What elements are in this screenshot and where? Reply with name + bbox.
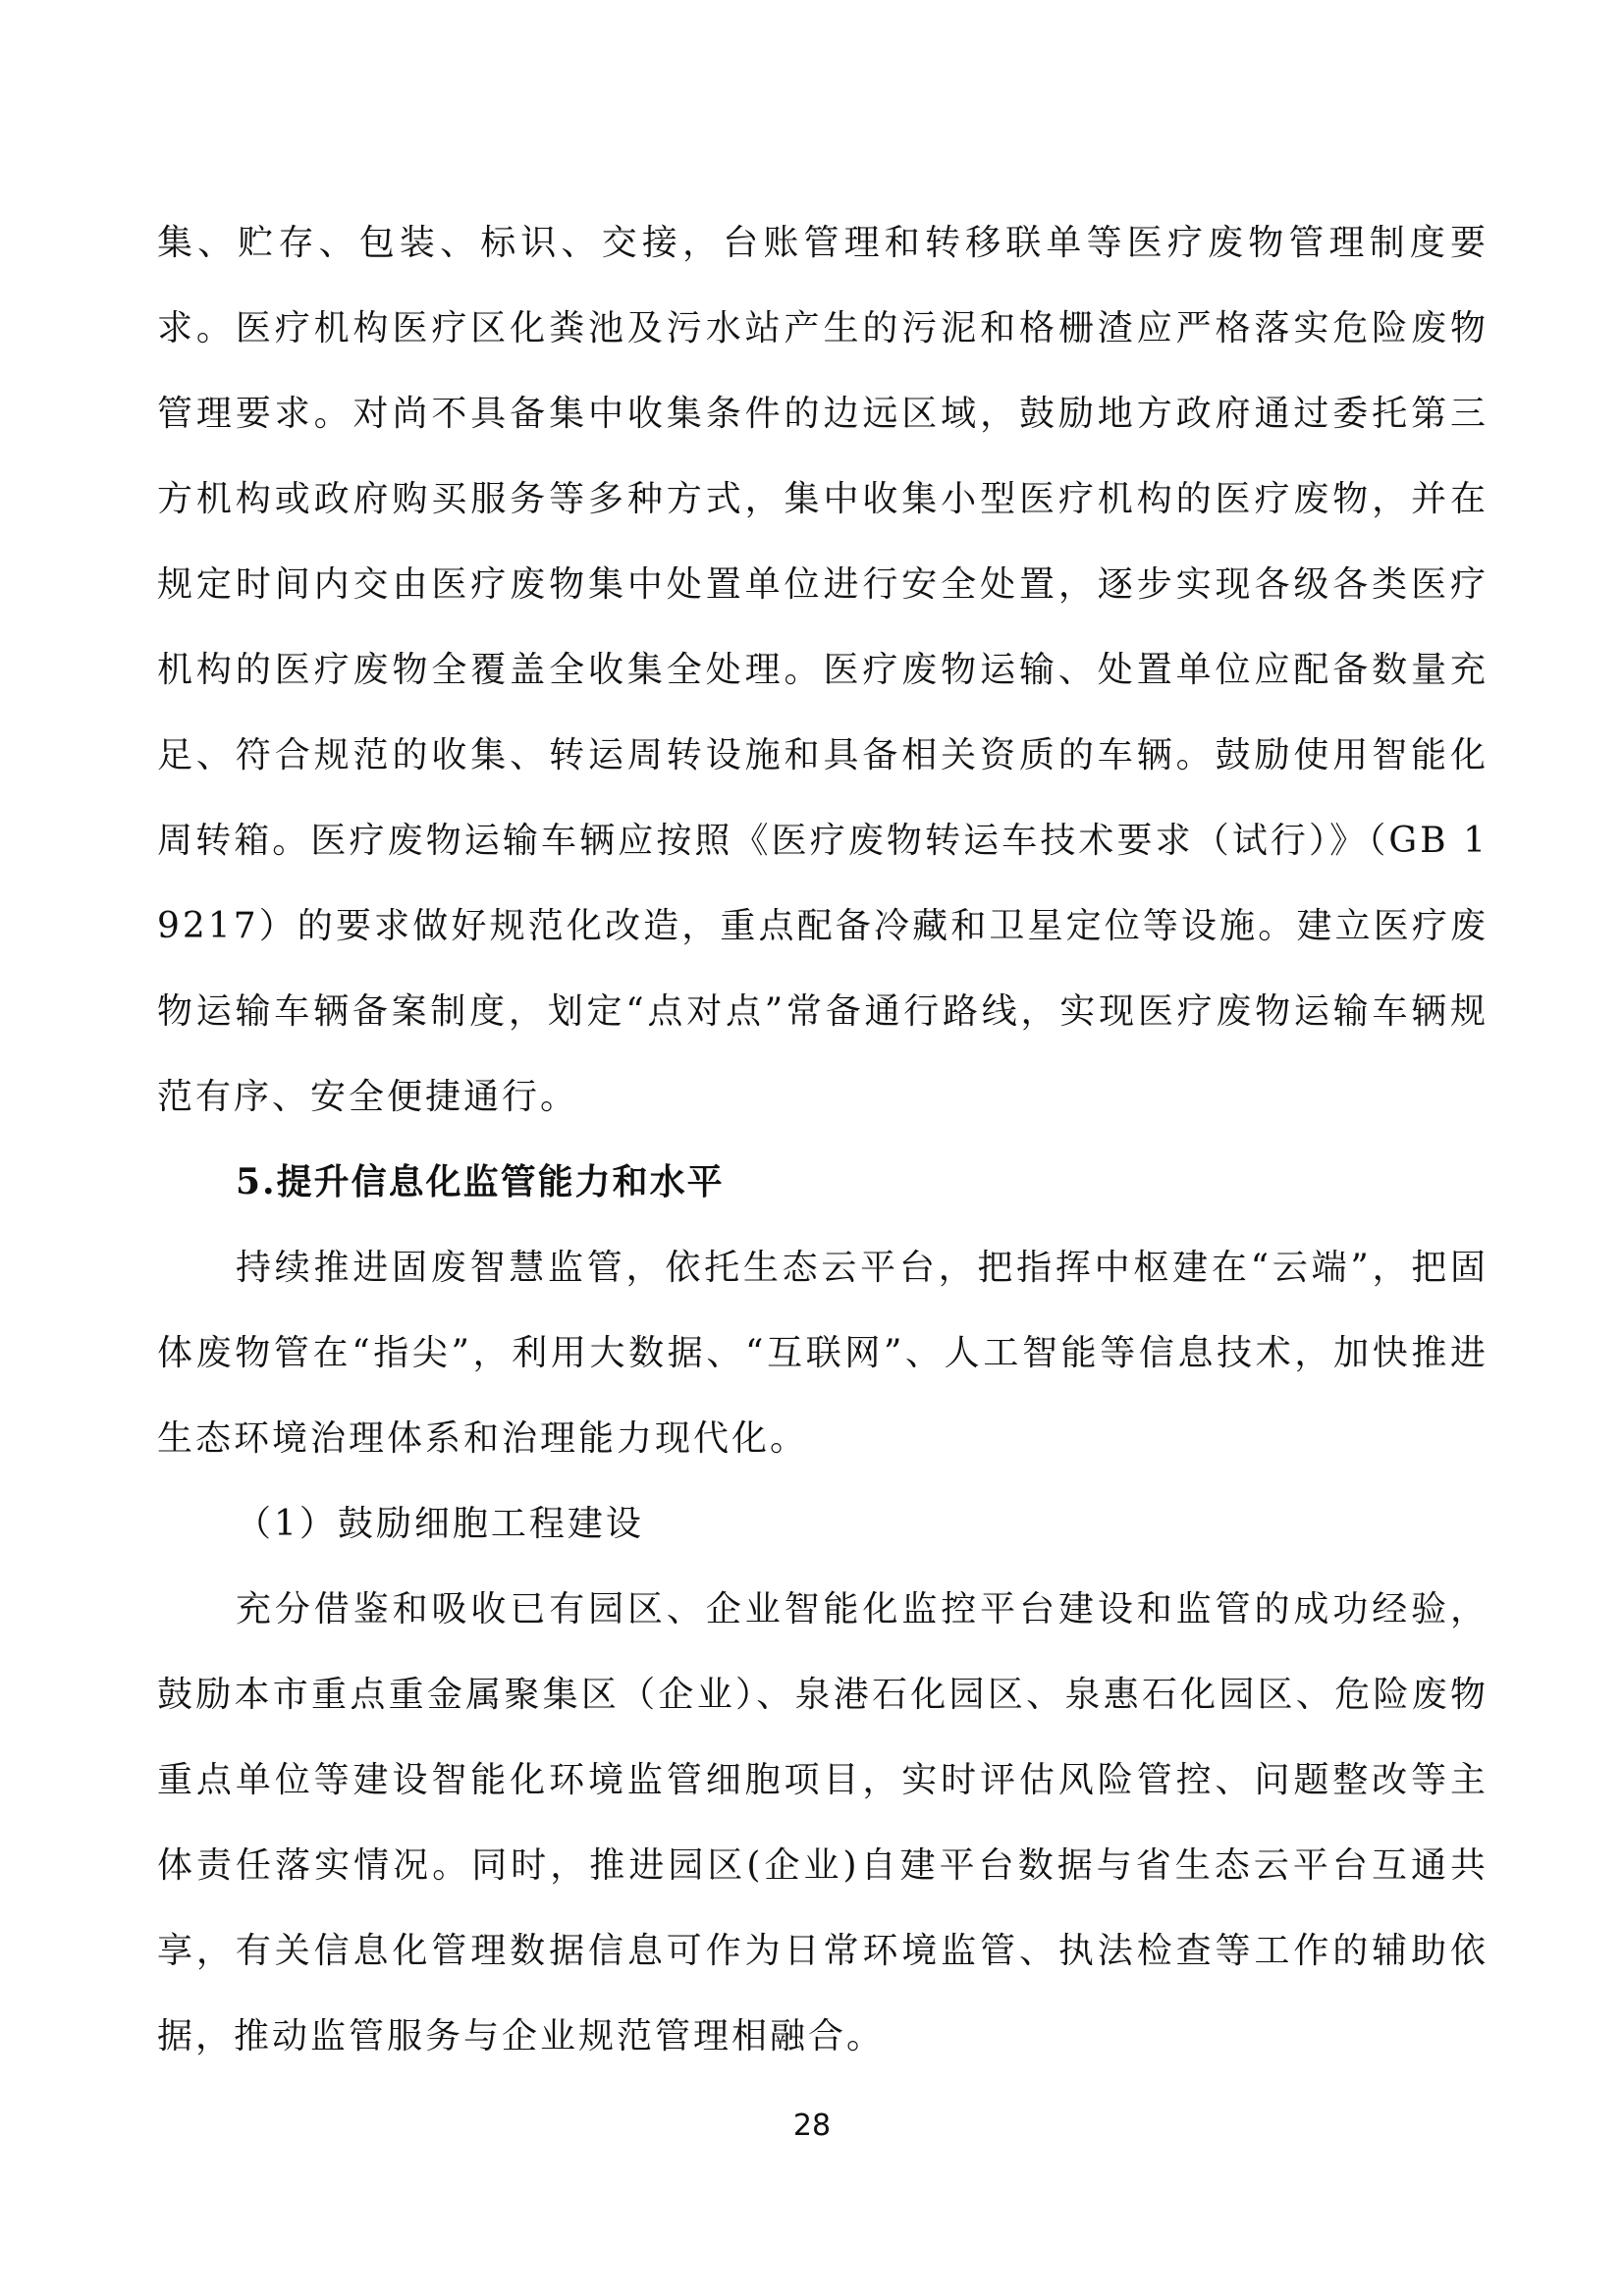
paragraph-medical-waste-management: 集、贮存、包装、标识、交接，台账管理和转移联单等医疗废物管理制度要求。医疗机构医疗区化粪池及污水站产生的污泥和格栅渣应严格落实危险废物管理要求。对尚不具备集中收集条件的边远区域，鼓励地方政府通过委托第三方机构或政府购买服务等多种方式，集中收集小型医疗机构的医疗废物，并在规定时间内交由医疗废物集中处置单位进行安全处置，逐步实现各级各类医疗机构的医疗废物全覆盖全收集全处理。医疗废物运输、处置单位应配备数量充足、符合规范的收集、转运周转设施和具备相关资质的车辆。鼓励使用智能化周转箱。医疗废物运输车辆应按照《医疗废物转运车技术要求（试行）》（GB 19217）的要求做好规范化改造，重点配备冷藏和卫星定位等设施。建立医疗废物运输车辆备案制度，划定“点对点”常备通行路线，实现医疗废物运输车辆规范有序、安全便捷通行。 — [157, 223, 1489, 1117]
subheading-cell-engineering: （1）鼓励细胞工程建设 — [236, 1504, 644, 1544]
section-heading-informatization: 5.提升信息化监管能力和水平 — [236, 1161, 725, 1202]
document-body — [157, 200, 1489, 2079]
paragraph-smart-supervision: 持续推进固废智慧监管，依托生态云平台，把指挥中枢建在“云端”，把固体废物管在“指尖”，利用大数据、“互联网”、人工智能等信息技术，加快推进生态环境治理体系和治理能力现代化。 — [157, 1248, 1489, 1459]
page-number: 28 — [792, 2109, 832, 2143]
paragraph-cell-engineering-details: 充分借鉴和吸收已有园区、企业智能化监控平台建设和监管的成功经验，鼓励本市重点重金属聚集区（企业）、泉港石化园区、泉惠石化园区、危险废物重点单位等建设智能化环境监管细胞项目，实时评估风险管控、问题整改等主体责任落实情况。同时，推进园区(企业)自建平台数据与省生态云平台互通共享，有关信息化管理数据信息可作为日常环境监管、执法检查等工作的辅助依据，推动监管服务与企业规范管理相融合。 — [157, 1589, 1489, 2056]
